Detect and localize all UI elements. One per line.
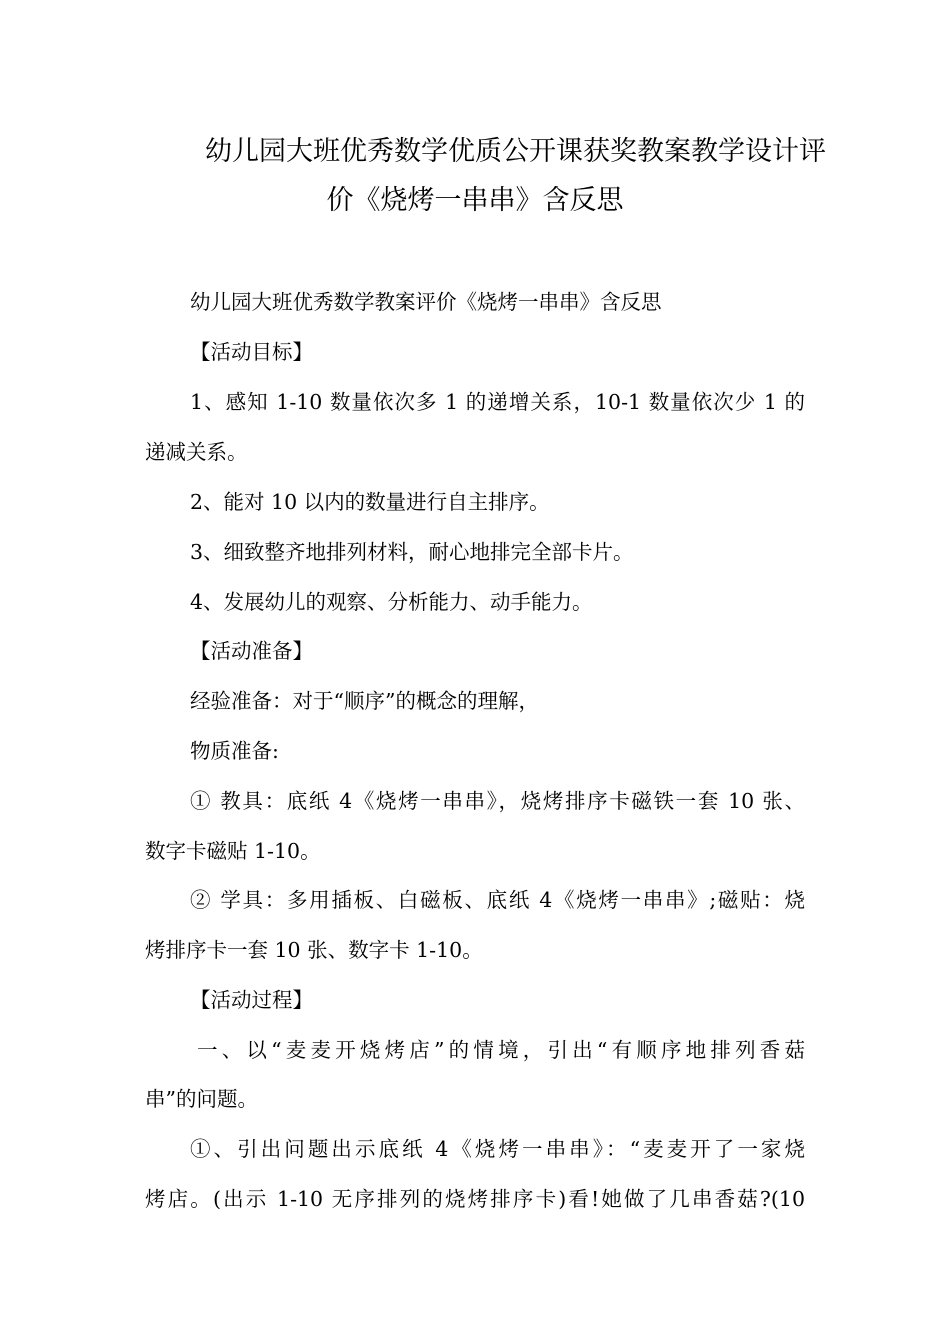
goal-4: 4、发展幼儿的观察、分析能力、动手能力。 xyxy=(190,590,593,614)
goal-1-line-1: 1、感知 1-10 数量依次多 1 的递增关系，10-1 数量依次少 1 的 xyxy=(190,390,805,414)
tools-line-1: ① 教具：底纸 4《烧烤一串串》，烧烤排序卡磁铁一套 10 张、 xyxy=(190,789,805,813)
step-1-line-2: 串”的问题。 xyxy=(145,1087,258,1111)
document-title-line-2: 价《烧烤一串串》含反思 xyxy=(326,185,624,216)
prep-heading: 【活动准备】 xyxy=(190,639,313,663)
goals-heading: 【活动目标】 xyxy=(190,340,313,364)
step-1-1-line-1: ①、引出问题出示底纸 4《烧烤一串串》：“麦麦开了一家烧 xyxy=(190,1137,805,1161)
goal-2: 2、能对 10 以内的数量进行自主排序。 xyxy=(190,490,550,514)
goal-3: 3、细致整齐地排列材料，耐心地排完全部卡片。 xyxy=(190,540,634,564)
step-1-1-line-2: 烤店。(出示 1-10 无序排列的烧烤排序卡)看!她做了几串香菇?(10 xyxy=(145,1187,805,1211)
student-tools-line-1: ② 学具：多用插板、白磁板、底纸 4《烧烤一串串》;磁贴：烧 xyxy=(190,888,805,912)
prep-material: 物质准备: xyxy=(190,739,279,763)
step-1-line-1: 一、以“麦麦开烧烤店”的情境，引出“有顺序地排列香菇 xyxy=(197,1038,805,1062)
document-subtitle: 幼儿园大班优秀数学教案评价《烧烤一串串》含反思 xyxy=(190,290,662,314)
document-title-line-1: 幼儿园大班优秀数学优质公开课获奖教案教学设计评 xyxy=(205,136,826,167)
process-heading: 【活动过程】 xyxy=(190,988,313,1012)
student-tools-line-2: 烤排序卡一套 10 张、数字卡 1-10。 xyxy=(145,938,483,962)
goal-1-line-2: 递减关系。 xyxy=(145,440,248,464)
tools-line-2: 数字卡磁贴 1-10。 xyxy=(145,839,321,863)
prep-experience: 经验准备：对于“顺序”的概念的理解， xyxy=(190,689,539,713)
